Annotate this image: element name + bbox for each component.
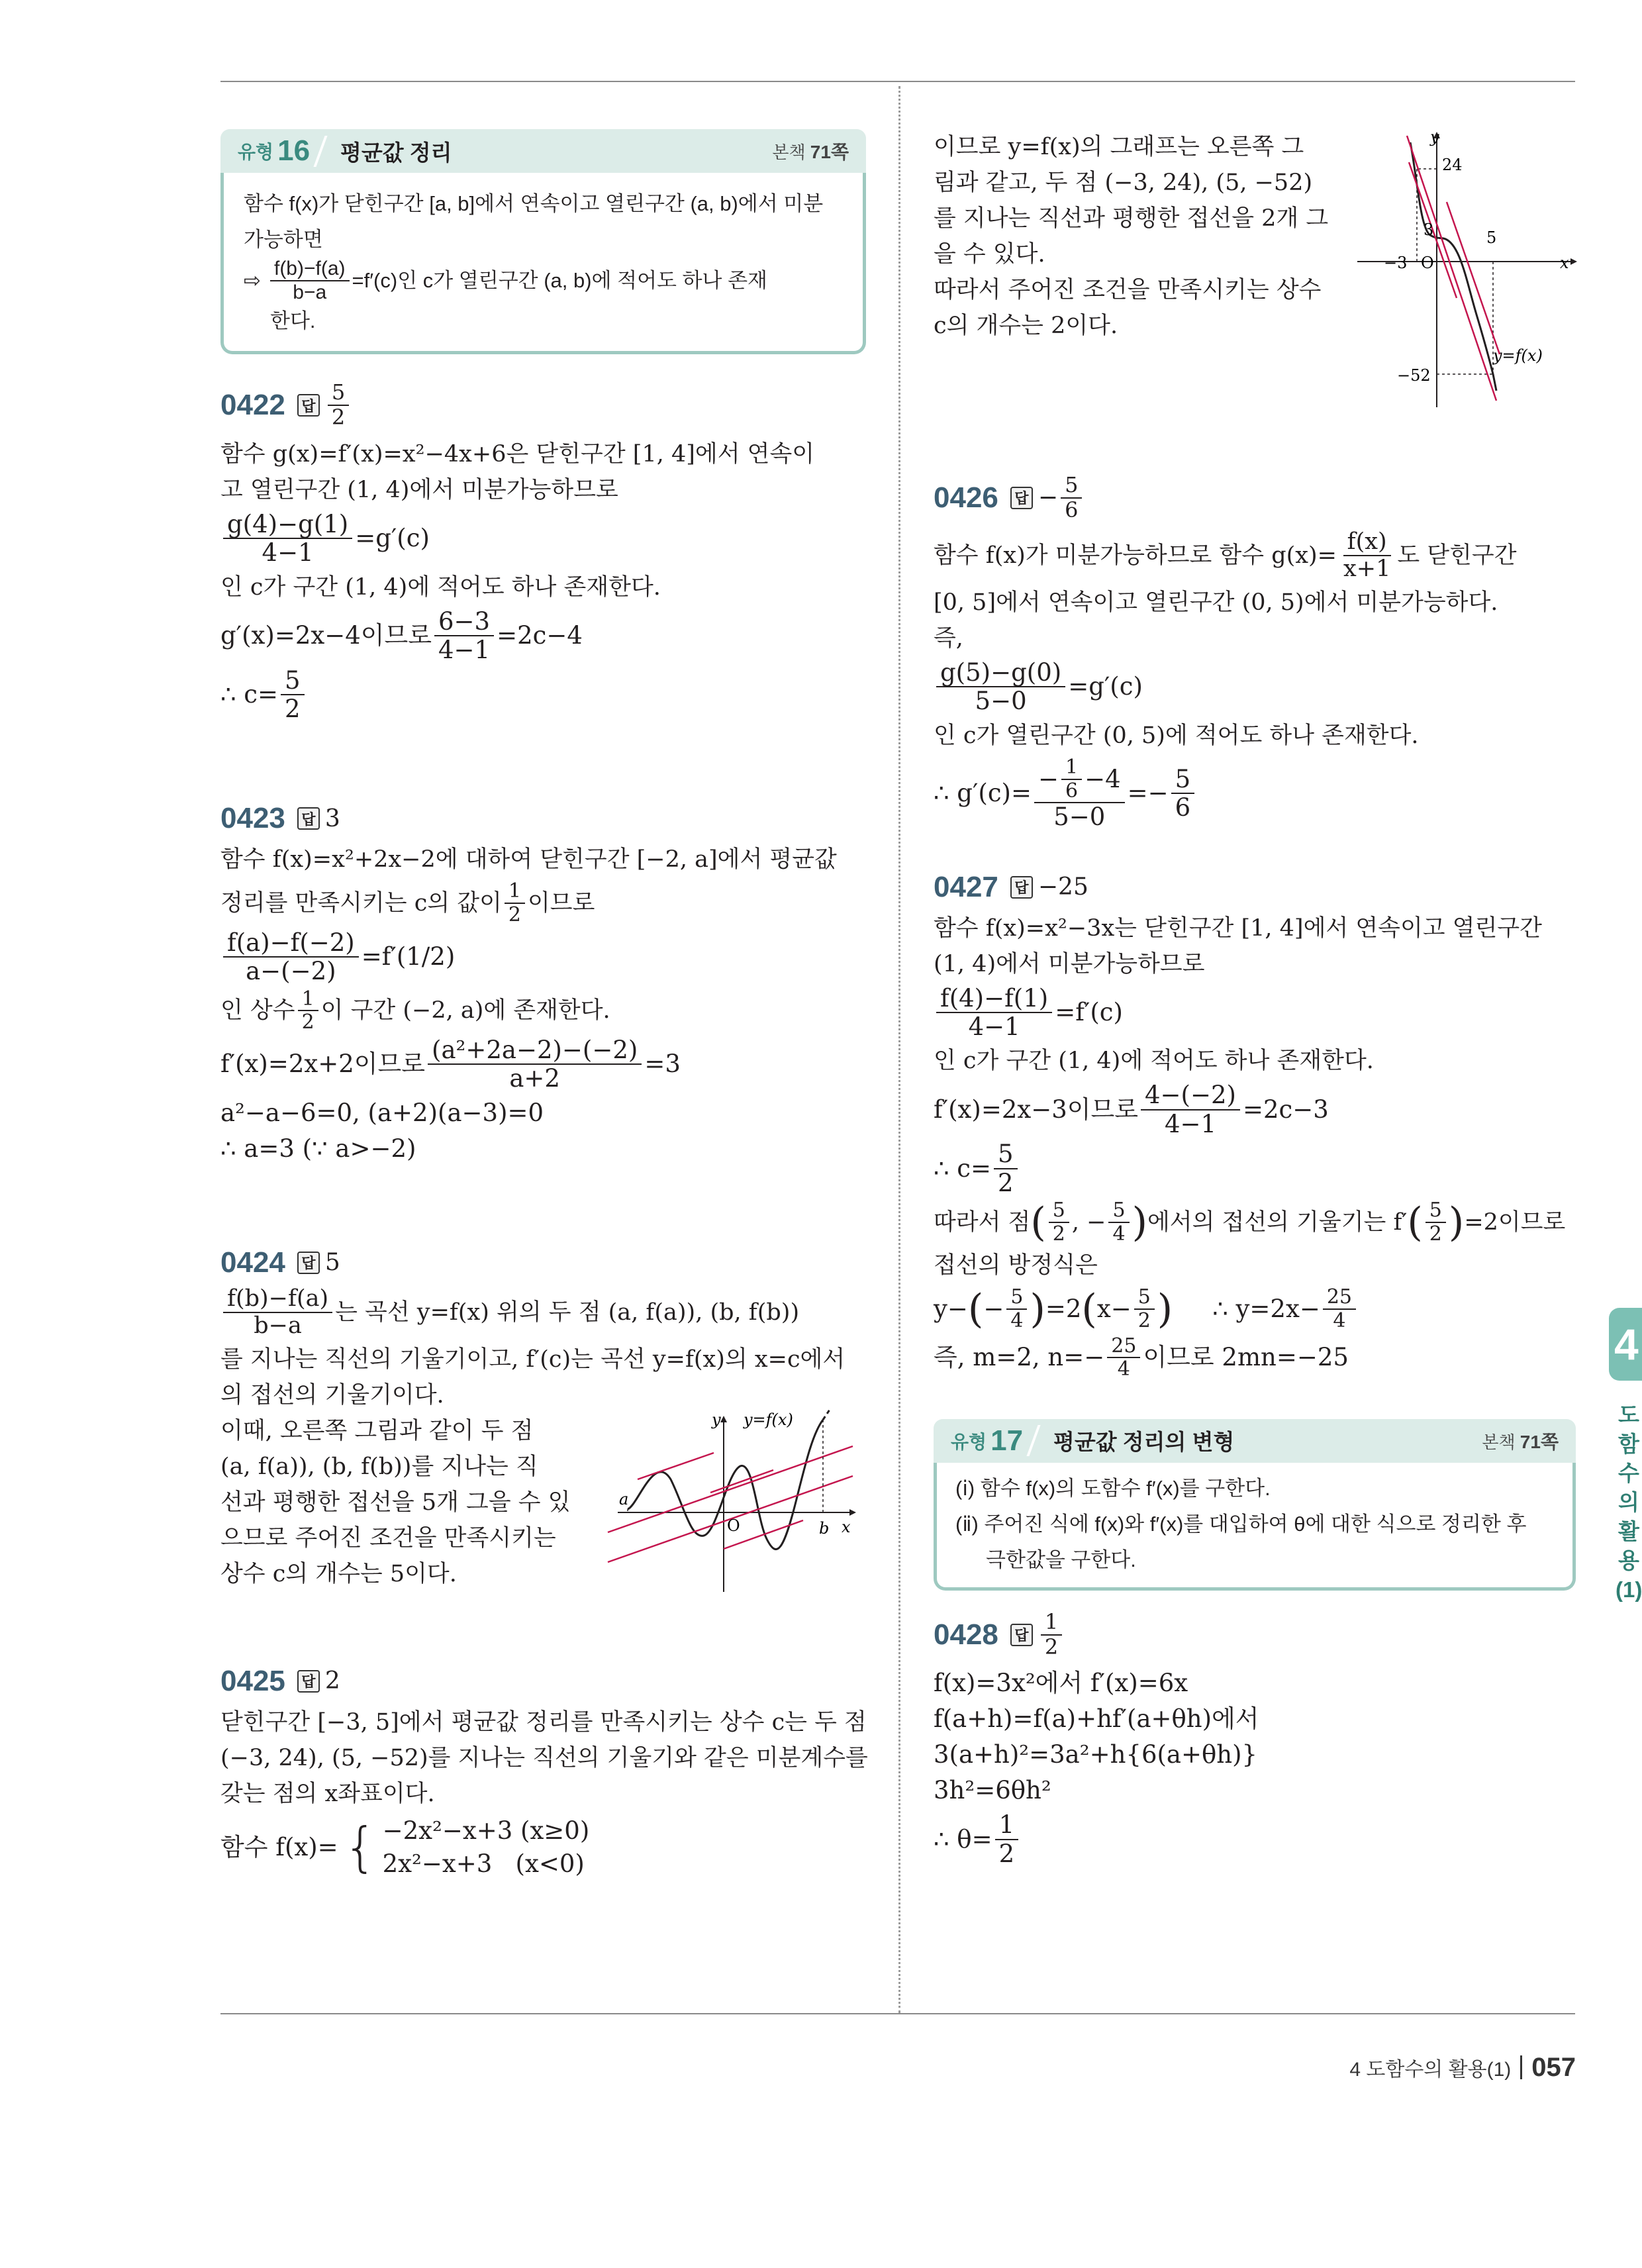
text-line: [0, 5]에서 연속이고 열린구간 (0, 5)에서 미분가능하다. [934, 589, 1498, 616]
problem-0423-header [220, 802, 866, 835]
equation: ∴ c= $\frac{5}{2}$ [934, 1140, 1576, 1197]
answer-badge-icon: 답 [297, 1252, 320, 1274]
type17-header [934, 1419, 1576, 1463]
answer-badge-icon: 답 [297, 807, 320, 830]
answer-fraction: $\frac{5}{6}$ [1061, 473, 1082, 522]
text-line: 상수 c의 개수는 5이다. [220, 1560, 457, 1587]
text-line: 갖는 점의 x좌표이다. [220, 1780, 435, 1807]
problem-0425-continued [934, 129, 1576, 407]
type-label: 유형 [238, 142, 274, 162]
origin-label: O [727, 1516, 740, 1535]
x-axis-arrow-icon [849, 1509, 856, 1516]
type16-box [220, 129, 866, 354]
type-number: 16 [277, 134, 311, 167]
right-column [934, 129, 1576, 1870]
case-2: 2x²−x+3 (x<0) [382, 1849, 585, 1878]
equation: 3(a+h)²=3a²+h{6(a+θh)} [934, 1740, 1258, 1769]
type16-line4: 한다. [270, 309, 316, 333]
problem-0427-header [934, 871, 1576, 904]
text-line: 인 c가 열린구간 (0, 5)에 적어도 하나 존재한다. [934, 722, 1419, 749]
answer-value: 2 [324, 1667, 340, 1695]
origin-label: O [1421, 254, 1434, 272]
fraction: $\frac{f(b)-f(a)}{b-a}$ [270, 258, 350, 303]
text-line: 함수 f(x)=x²+2x−2에 대하여 닫힌구간 [−2, a]에서 평균값 [220, 846, 837, 873]
answer-badge-icon: 답 [1010, 487, 1033, 509]
left-column [220, 129, 866, 1883]
type17-body [934, 1463, 1576, 1591]
equation: ∴ g′(c)= − $\frac{1}{6}$ −4 5−0 =− $\frac{5}{6}$ [934, 756, 1576, 831]
graph-0424 [598, 1406, 863, 1599]
type17-box [934, 1419, 1576, 1591]
text-line: 을 수 있다. [934, 241, 1045, 268]
text-line: 으므로 주어진 조건을 만족시키는 [220, 1524, 556, 1552]
curve-label: y=f(x) [1493, 346, 1543, 365]
text-line: 따라서 점 ( $\frac{5}{2}$ , − $\frac{5}{4}$ ) 에서의 접선의 기울기는 f′ ( $\frac{5}{2}$ ) =2이므로 [934, 1199, 1566, 1246]
type-number: 17 [990, 1424, 1024, 1457]
equation: ∴ a=3 (∵ a>−2) [220, 1134, 416, 1163]
problem-number: 0422 [220, 389, 285, 422]
answer-sign: − [1038, 484, 1059, 512]
step-1: (ⅰ) 함수 f(x)의 도함수 f′(x)를 구한다. [955, 1476, 1271, 1500]
text-line: 를 지나는 직선의 기울기이고, f′(c)는 곡선 y=f(x)의 x=c에서 [220, 1346, 845, 1373]
problem-0426-header [934, 473, 1576, 522]
footer [1349, 2053, 1576, 2082]
problem-0428-header [934, 1610, 1576, 1659]
curve-y-fx [628, 1420, 823, 1550]
problem-0424-header [220, 1246, 866, 1279]
text-line: 즉, [934, 625, 963, 652]
text-line: 인 c가 구간 (1, 4)에 적어도 하나 존재한다. [220, 573, 661, 601]
text-line: 따라서 주어진 조건을 만족시키는 상수 [934, 277, 1322, 303]
bottom-rule [220, 2013, 1575, 2014]
text-line: 선과 평행한 접선을 5개 그을 수 있 [220, 1489, 571, 1516]
text-line: (1, 4)에서 미분가능하므로 [934, 950, 1205, 977]
text-line: 함수 g(x)=f′(x)=x²−4x+6은 닫힌구간 [1, 4]에서 연속이 [220, 440, 815, 468]
graph-0425 [1357, 129, 1582, 414]
curve-label: y=f(x) [744, 1410, 793, 1429]
equation: $\frac{g(4)-g(1)}{4-1}$ =g′(c) [220, 511, 866, 567]
axis-label-y: y [712, 1410, 721, 1429]
text-line: 접선의 방정식은 [934, 1252, 1098, 1279]
answer-value: 3 [324, 805, 340, 832]
text-line: 정리를 만족시키는 c의 값이 $\frac{1}{2}$ 이므로 [220, 879, 595, 927]
text-line: (a, f(a)), (b, f(b))를 지나는 직 [220, 1453, 538, 1480]
problem-0424-body [220, 1410, 866, 1599]
text-line: (−3, 24), (5, −52)를 지나는 직선의 기울기와 같은 미분계수를 [220, 1744, 868, 1771]
problem-number: 0427 [934, 870, 998, 903]
equation: $\frac{f(4)-f(1)}{4-1}$ =f′(c) [934, 985, 1576, 1041]
problem-0422-header [220, 381, 866, 430]
text-line: 를 지나는 직선과 평행한 접선을 2개 그 [934, 205, 1329, 232]
problem-0425-header [220, 1665, 866, 1698]
type16-line2: 가능하면 [244, 228, 323, 251]
page-number: 057 [1520, 2055, 1576, 2079]
text-line: 함수 f(x)가 미분가능하므로 함수 g(x)= $\frac{f(x)}{x+1}$ 도 닫힌구간 [934, 528, 1517, 582]
book-reference: 본책 71쪽 [1482, 1431, 1559, 1452]
curve-extension [823, 1410, 830, 1420]
answer-badge-icon: 답 [297, 394, 320, 417]
equation: $\frac{f(a)-f(-2)}{a-(-2)}$ =f′(1/2) [220, 929, 866, 985]
text-line: 이므로 y=f(x)의 그래프는 오른쪽 그 [934, 134, 1304, 160]
book-reference: 본책 71쪽 [772, 142, 849, 162]
tick-label: −52 [1397, 366, 1431, 385]
text-line: $\frac{f(b)-f(a)}{b-a}$ 는 곡선 y=f(x) 위의 두 점 (a, f(a)), (b, f(b)) [220, 1286, 866, 1339]
answer-badge-icon: 답 [1010, 1624, 1033, 1646]
equation: f′(x)=2x+2이므로 $\frac{\text{(a²+2a−2)−(−2)}}{a+2}$ =3 [220, 1035, 681, 1093]
answer-value: −25 [1038, 873, 1088, 901]
point-label-b: b [819, 1518, 830, 1538]
tick-label: 24 [1442, 156, 1463, 174]
text-line: 의 접선의 기울기이다. [220, 1381, 444, 1408]
x-axis-arrow-icon [1570, 258, 1577, 265]
type-label: 유형 [951, 1431, 987, 1452]
text-line: c의 개수는 2이다. [934, 313, 1118, 339]
arrow-icon: ⇨ [244, 268, 261, 292]
step-2: (ⅱ) 주어진 식에 f(x)와 f′(x)를 대입하여 θ에 대한 식으로 정리한 후 [955, 1512, 1527, 1536]
tangent-line [638, 1453, 714, 1479]
text-line: 이때, 오른쪽 그림과 같이 두 점 [220, 1417, 534, 1444]
step-2-cont: 극한값을 구한다. [986, 1548, 1136, 1571]
top-rule [220, 81, 1575, 82]
left-brace: { [343, 1816, 377, 1878]
text-line: 고 열린구간 (1, 4)에서 미분가능하므로 [220, 476, 618, 503]
equation: 3h²=6θh² [934, 1776, 1051, 1805]
tick-label: 5 [1486, 228, 1497, 247]
text-line: 닫힌구간 [−3, 5]에서 평균값 정리를 만족시키는 상수 c는 두 점 [220, 1708, 867, 1736]
axis-label-y: y [1430, 129, 1439, 146]
type16-header [220, 129, 866, 173]
type-title: 평균값 정리의 변형 [1027, 1425, 1240, 1456]
answer-badge-icon: 답 [1010, 876, 1033, 899]
answer-fraction: $\frac{5}{2}$ [328, 381, 349, 430]
footer-chapter: 4 도함수의 활용(1) [1349, 2059, 1512, 2081]
axis-label-x: x [842, 1517, 851, 1536]
equation: f(a+h)=f(a)+hf′(a+θh)에서 [934, 1704, 1259, 1734]
equation: f′(x)=2x−3이므로 $\frac{4-(-2)}{4-1}$ =2c−3 [934, 1081, 1329, 1138]
answer-badge-icon: 답 [297, 1670, 320, 1693]
type16-formula: ⇨ $\frac{f(b)-f(a)}{b-a}$ =f′(c)인 c가 열린구간 (a, b)에 적어도 하나 존재 [244, 258, 767, 303]
equation: f(x)=3x²에서 f′(x)=6x [934, 1669, 1188, 1698]
answer-fraction: $\frac{1}{2}$ [1041, 1610, 1062, 1659]
equation: ∴ c= $\frac{5}{2}$ [220, 667, 866, 723]
text-line: 함수 f(x)=x²−3x는 닫힌구간 [1, 4]에서 연속이고 열린구간 [934, 914, 1542, 942]
tick-label: 3 [1424, 221, 1434, 239]
text-line: 인 c가 구간 (1, 4)에 적어도 하나 존재한다. [934, 1048, 1374, 1075]
equation: 즉, m=2, n=− $\frac{25}{4}$ 이므로 2mn=−25 [934, 1334, 1349, 1381]
equation: y− ( − $\frac{5}{4}$ ) =2 ( x− $\frac{5}{2}$ ) ∴ y=2x− $\frac{25}{4}$ [934, 1286, 1576, 1332]
problem-number: 0423 [220, 802, 285, 835]
equation: g′(x)=2x−4이므로 $\frac{6-3}{4-1}$ =2c−4 [220, 607, 583, 665]
problem-number: 0428 [934, 1618, 998, 1651]
case-1: −2x²−x+3 (x≥0) [382, 1816, 590, 1845]
tangent-line [710, 1470, 773, 1493]
equation: $\frac{g(5)-g(0)}{5-0}$ =g′(c) [934, 659, 1576, 715]
problem-number: 0424 [220, 1246, 285, 1279]
problem-number: 0425 [220, 1664, 285, 1697]
point-label-a: a [619, 1489, 629, 1508]
answer-value: 5 [324, 1249, 340, 1277]
type16-line1: 함수 f(x)가 닫힌구간 [a, b]에서 연속이고 열린구간 (a, b)에서 미분 [244, 192, 824, 215]
equation: a²−a−6=0, (a+2)(a−3)=0 [220, 1098, 544, 1127]
chapter-tab[interactable]: 4 [1609, 1308, 1642, 1381]
tick-label: −3 [1384, 254, 1408, 272]
text-line: 인 상수 $\frac{1}{2}$ 이 구간 (−2, a)에 존재한다. [220, 987, 610, 1034]
piecewise-function: 함수 f(x)= { −2x²−x+3 (x≥0) 2x²−x+3 (x<0) [220, 1814, 866, 1881]
y-axis-arrow-icon [720, 1416, 727, 1422]
type-title: 평균값 정리 [314, 136, 458, 167]
type16-body [220, 173, 866, 354]
chapter-title: 도함수의 활용(1) [1616, 1403, 1642, 1602]
text-line: 림과 같고, 두 점 (−3, 24), (5, −52) [934, 170, 1313, 196]
axis-label-x: x [1560, 254, 1569, 272]
equation: ∴ θ= $\frac{1}{2}$ [934, 1811, 1576, 1867]
column-divider [898, 86, 900, 2013]
problem-number: 0426 [934, 481, 998, 514]
